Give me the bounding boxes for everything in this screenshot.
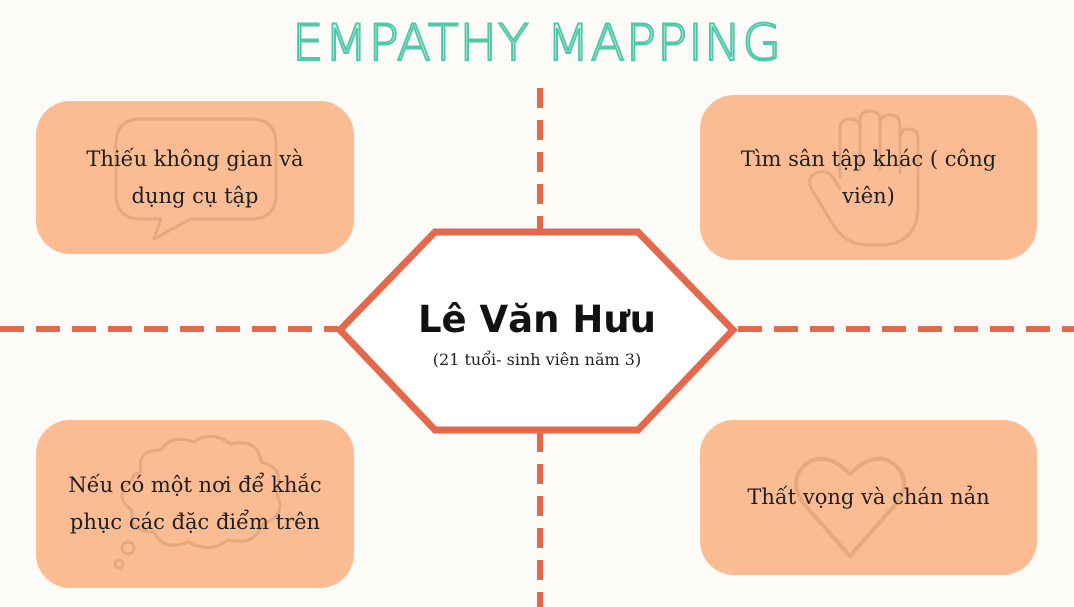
card-feels-text: [700, 420, 1037, 575]
card-says-line-2: dụng cụ tập: [131, 183, 259, 208]
card-says-line-1: Thiếu không gian và: [86, 146, 304, 171]
card-does-text: [700, 95, 1037, 260]
card-does-line-1: Tìm sân tập khác ( công viên): [740, 146, 997, 208]
card-says: [36, 101, 354, 254]
persona-name: Lê Văn Hưu: [417, 298, 657, 341]
card-feels: [700, 420, 1037, 575]
page-title: EMPATHY MAPPING: [291, 14, 783, 72]
card-thinks-line-1: Nếu có một nơi để khắc: [68, 473, 322, 498]
card-thinks-line-2: phục các đặc điểm trên: [69, 510, 321, 534]
card-feels-line-1: Thất vọng và chán nản: [747, 485, 990, 510]
card-thinks: [36, 420, 354, 588]
card-does: [700, 95, 1037, 260]
card-says-text: [36, 101, 354, 254]
persona: [340, 228, 734, 433]
persona-subtitle: (21 tuổi- sinh viên năm 3): [432, 350, 642, 369]
card-thinks-text: [36, 420, 354, 588]
